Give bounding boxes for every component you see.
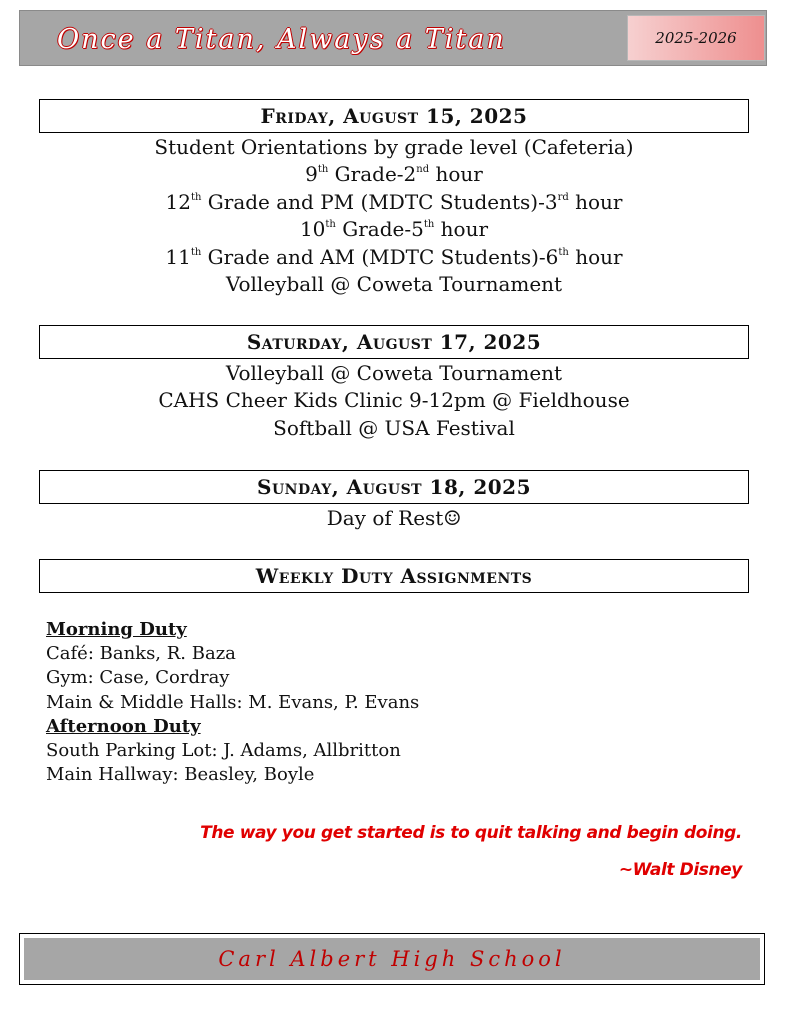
quote-author: ~Walt Disney — [618, 860, 742, 880]
event-text: hour — [429, 162, 483, 187]
events-saturday — [39, 360, 749, 442]
event-text: Grade-5 — [335, 217, 424, 242]
event-line — [39, 161, 749, 188]
event-line — [39, 134, 749, 161]
event-line — [39, 271, 749, 298]
day-heading-friday: Friday, August 15, 2025 — [39, 99, 749, 133]
weekly-duty-heading: Weekly Duty Assignments — [39, 559, 749, 593]
day-heading-saturday: Saturday, August 17, 2025 — [39, 325, 749, 359]
event-line — [39, 189, 749, 216]
ordinal-suffix: nd — [416, 164, 430, 176]
event-text: Day of Rest☺ — [326, 506, 462, 530]
event-line — [39, 387, 749, 414]
duty-line: Café: Banks, R. Baza — [46, 643, 236, 665]
event-line — [39, 360, 749, 387]
school-year-badge: 2025-2026 — [627, 15, 765, 61]
ordinal-suffix: th — [558, 246, 569, 258]
ordinal-suffix: th — [190, 191, 202, 203]
ordinal-suffix: th — [423, 219, 435, 231]
header-banner — [19, 10, 767, 66]
event-text: hour — [434, 217, 489, 242]
header-slogan: Once a Titan, Always a Titan — [57, 24, 506, 55]
duty-line: Main Hallway: Beasley, Boyle — [46, 764, 315, 786]
duty-line: Gym: Case, Cordray — [46, 667, 230, 689]
event-text: Student Orientations by grade level (Cafeteria) — [154, 135, 634, 159]
events-sunday — [39, 505, 749, 532]
ordinal-suffix: th — [325, 219, 336, 231]
duty-line: Main & Middle Halls: M. Evans, P. Evans — [46, 691, 420, 713]
event-text: 12 — [165, 189, 191, 214]
event-line — [39, 505, 749, 532]
day-heading-sunday: Sunday, August 18, 2025 — [39, 470, 749, 504]
event-text: 9 — [305, 162, 318, 187]
event-text: Grade and AM (MDTC Students)-6 — [201, 244, 559, 269]
school-name: Carl Albert High School — [24, 938, 760, 980]
quote-text: The way you get started is to quit talking and begin doing. — [200, 823, 742, 843]
event-line — [39, 415, 749, 442]
event-text: Grade-2 — [328, 162, 417, 187]
event-line — [39, 216, 749, 243]
morning-duty-title: Morning Duty — [46, 619, 187, 640]
event-text: 10 — [299, 217, 326, 242]
event-text: Volleyball @ Coweta Tournament — [225, 361, 563, 385]
event-text: CAHS Cheer Kids Clinic 9-12pm @ Fieldhouse — [158, 388, 630, 413]
event-text: 11 — [165, 244, 191, 269]
duty-line: South Parking Lot: J. Adams, Allbritton — [46, 740, 401, 762]
ordinal-suffix: th — [190, 246, 202, 258]
events-friday — [39, 134, 749, 298]
event-line — [39, 244, 749, 271]
duty-assignments — [46, 618, 736, 787]
afternoon-duty-title: Afternoon Duty — [46, 715, 201, 737]
event-text: Grade and PM (MDTC Students)-3 — [201, 189, 558, 214]
footer-banner — [19, 933, 765, 985]
event-text: Volleyball @ Coweta Tournament — [225, 272, 563, 297]
event-text: Softball @ USA Festival — [273, 415, 515, 440]
quote-block — [200, 815, 742, 889]
ordinal-suffix: th — [317, 164, 329, 176]
ordinal-suffix: rd — [557, 191, 569, 203]
event-text: hour — [568, 189, 623, 214]
event-text: hour — [568, 244, 623, 269]
